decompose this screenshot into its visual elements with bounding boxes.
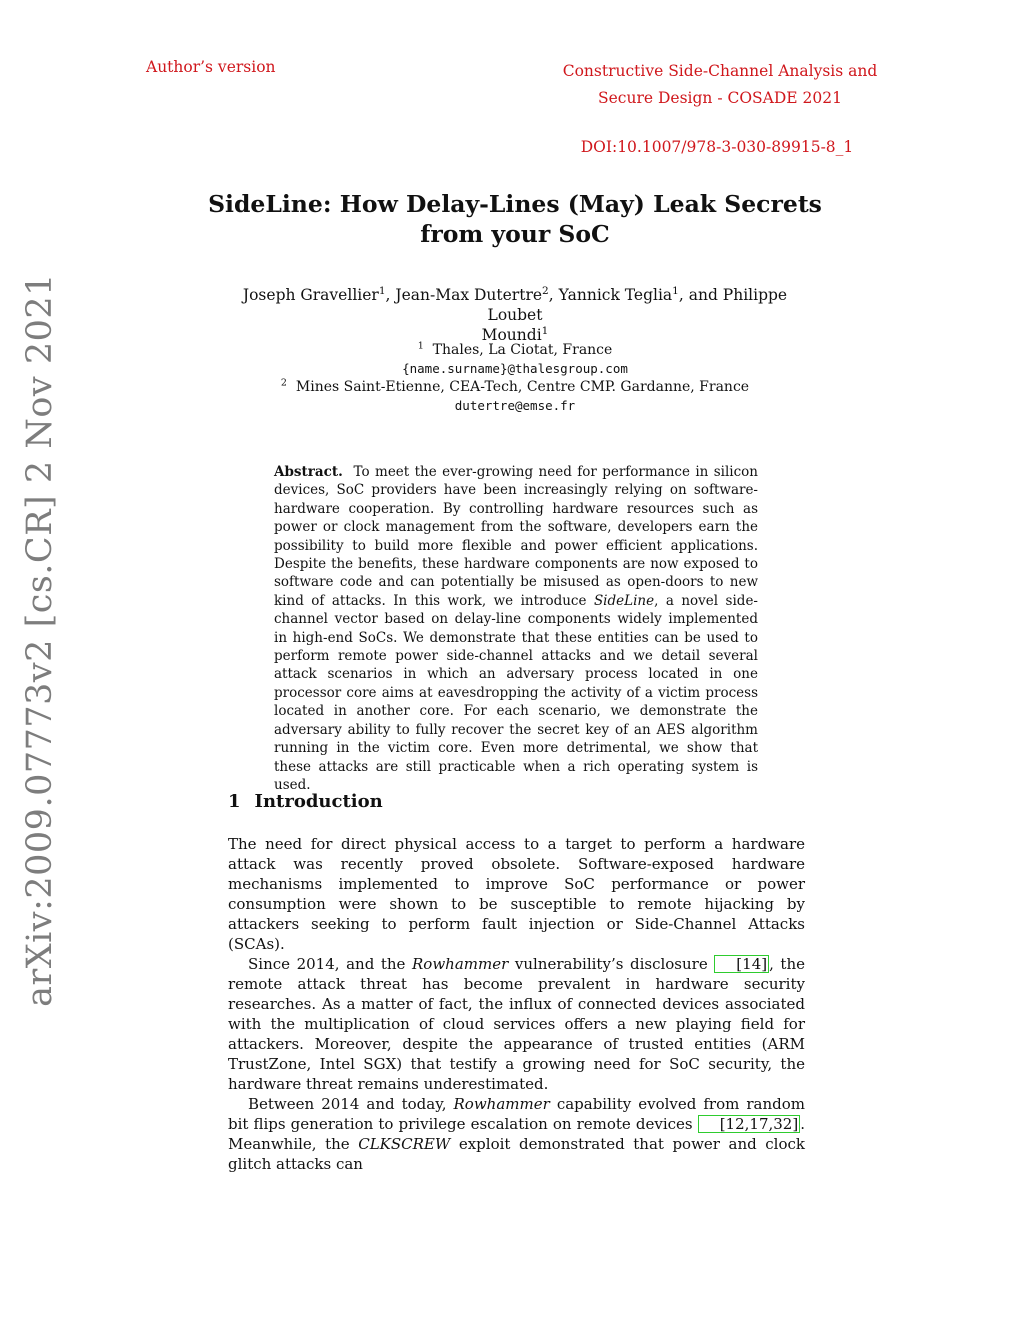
p2-text-c: , the remote attack threat has become prevalent in hardware security researches. As a matter of fact, the influx of connected devices associated with the multiplication of cloud services offers a new playing field for attackers. Moreover, despite the appearance of trusted entities (ARM TrustZone, Intel SGX) that testify a growing need for SoC security, the hardware threat remains underestimated. [228, 955, 805, 1093]
paragraph-2 [228, 954, 805, 1094]
p2-text-a: Since 2014, and the [248, 955, 406, 973]
affiliation-1-text: Thales, La Ciotat, France [432, 342, 613, 358]
doi-link[interactable]: DOI:10.1007/978-3-030-89915-8_1 [580, 138, 854, 156]
section-title: Introduction [254, 791, 383, 812]
affiliation-2-num: 2 [280, 377, 287, 389]
author-line-1 [220, 285, 810, 325]
p2-text-b: vulnerability’s disclosure [514, 955, 708, 973]
p3-text-b: capability evolved from random bit flips generation to privilege escalation on remote devices [228, 1095, 805, 1133]
conference-line-1: Constructive Side-Channel Analysis and [562, 62, 878, 80]
author-4-part1: , and Philippe Loubet [487, 286, 788, 324]
author-3: , Yannick Teglia [548, 286, 673, 304]
paragraph-3 [228, 1094, 805, 1174]
title-line-1: SideLine: How Delay-Lines (May) Leak Secrets [208, 190, 822, 218]
paper-title [200, 189, 830, 249]
abstract-label: Abstract. [274, 464, 343, 480]
abstract [274, 463, 758, 794]
header-conference [540, 58, 900, 112]
title-line-2: from your SoC [420, 220, 610, 248]
author-2-affil: 2 [542, 284, 549, 297]
author-list [220, 285, 810, 345]
section-number: 1 [228, 791, 241, 812]
p3-italic: Rowhammer [453, 1095, 550, 1113]
author-4-affil: 1 [541, 324, 549, 337]
section-heading [228, 791, 383, 812]
abstract-italic-term: SideLine [593, 592, 655, 609]
affiliation-2-email[interactable]: dutertre@emse.fr [454, 397, 576, 413]
author-2: , Jean-Max Dutertre [385, 286, 543, 304]
arxiv-stamp-text: arXiv:2009.07773v2 [cs.CR] 2 Nov 2021 [20, 273, 60, 1007]
abstract-text-2: , a novel side-channel vector based on delay-line components widely implemented in high-end SoCs. We demonstrate that these entities can be used to perform remote power side-channel attacks and we detail several attack scenarios in which an adversary process located in one processor core aims at eavesdropping the activity of a victim process located in another core. For each scenario, we demonstrate the adversary ability to fully recover the secret key of an AES algorithm running in the victim core. Even more detrimental, we show that these attacks are still practicable when a rich operating system is used. [274, 592, 758, 793]
affiliation-1-email[interactable]: {name.surname}@thalesgroup.com [402, 360, 628, 376]
affiliations [220, 341, 810, 415]
author-3-affil: 1 [672, 284, 679, 297]
citation-link[interactable]: [14] [714, 955, 769, 973]
paragraph-1: The need for direct physical access to a target to perform a hardware attack was recently proved obsolete. Software-exposed hardware mechanisms implemented to improve SoC performance or power consumption were shown to be susceptible to remote hijacking by attackers seeking to perform fault injection or Side-Channel Attacks (SCAs). [228, 835, 805, 953]
p3-text-a: Between 2014 and today, [248, 1095, 447, 1113]
affiliation-2-text: Mines Saint-Etienne, CEA-Tech, Centre CMP. Gardanne, France [295, 379, 750, 395]
p2-italic: Rowhammer [412, 955, 509, 973]
abstract-text-1: To meet the ever-growing need for performance in silicon devices, SoC providers have been increasingly relying on software-hardware cooperation. By controlling hardware resources such as power or clock management from the software, developers earn the possibility to build more flexible and power efficient applications. Despite the benefits, these hardware components are now exposed to software code and can potentially be misused as open-doors to new kind of attacks. In this work, we introduce [274, 464, 758, 609]
citation-link[interactable]: [12,17,32] [698, 1115, 801, 1133]
affiliation-1 [220, 341, 810, 360]
p3-italic-2: CLKSCREW [358, 1135, 451, 1153]
p3-text-c: . Meanwhile, the [228, 1115, 805, 1153]
author-1: Joseph Gravellier [242, 286, 379, 304]
affiliation-2 [220, 378, 810, 397]
affiliation-1-num: 1 [417, 340, 424, 352]
header-left-label: Author’s version [146, 58, 276, 76]
author-4-part2: Moundi [481, 326, 542, 344]
p3-text-d: exploit demonstrated that power and clock glitch attacks can [228, 1135, 805, 1173]
conference-line-2: Secure Design - COSADE 2021 [598, 89, 842, 107]
body-text [228, 834, 805, 1174]
author-1-affil: 1 [378, 284, 386, 297]
